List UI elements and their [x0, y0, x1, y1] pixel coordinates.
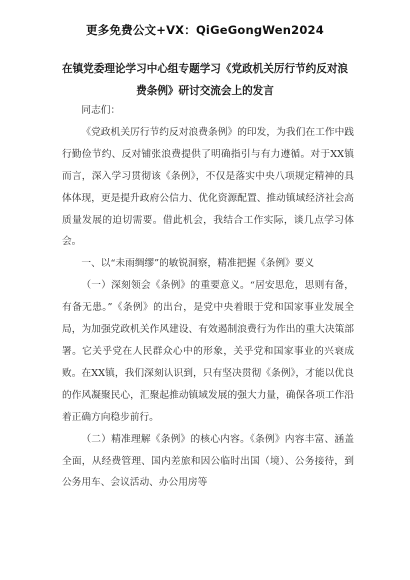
paragraph-section-1-1: （一）深刻领会《条例》的重要意义。“居安思危，思则有备，有备无患。”《条例》的出台，是党中央着眼于党和国家事业发展全局，为加强党政机关作风建设、有效遏制浪费行为作出的重大决策部署。它关乎党在人民群众心中的形象，关乎党和国家事业的兴衰成败。在XX镇，我们深刻认识到，只有坚决贯彻《条例》，才能以优良的作风凝聚民心，汇聚起推动镇域发展的强大力量，确保各项工作沿着正确方向稳步前行。 [62, 280, 354, 423]
paragraph-intro: 《党政机关厉行节约反对浪费条例》的印发，为我们在工作中践行勤俭节约、反对铺张浪费提供了明确指引与有力遵循。对于XX镇而言，深入学习贯彻该《条例》，不仅是落实中央八项规定精神的具体体现，更是提升政府公信力、优化资源配置、推动镇域经济社会高质量发展的迫切需要。借此机会，我结合工作实际，谈几点学习体会。 [62, 126, 354, 248]
document-body [62, 100, 354, 494]
paragraph-section-1-2: （二）精准理解《条例》的核心内容。《条例》内容丰富、涵盖全面，从经费管理、国内差旅和因公临时出国（境）、公务接待，到公务用车、会议活动、办公用房等 [62, 433, 354, 489]
promo-banner: 更多免费公文+VX：QiGeGongWen2024 [86, 23, 324, 37]
salutation: 同志们： [81, 105, 121, 116]
section-heading-1: 一、以“未雨绸缪”的敏锐洞察，精准把握《条例》要义 [81, 258, 315, 270]
document-title: 在镇党委理论学习中心组专题学习《党政机关厉行节约反对浪费条例》研讨交流会上的发言 [61, 63, 349, 97]
